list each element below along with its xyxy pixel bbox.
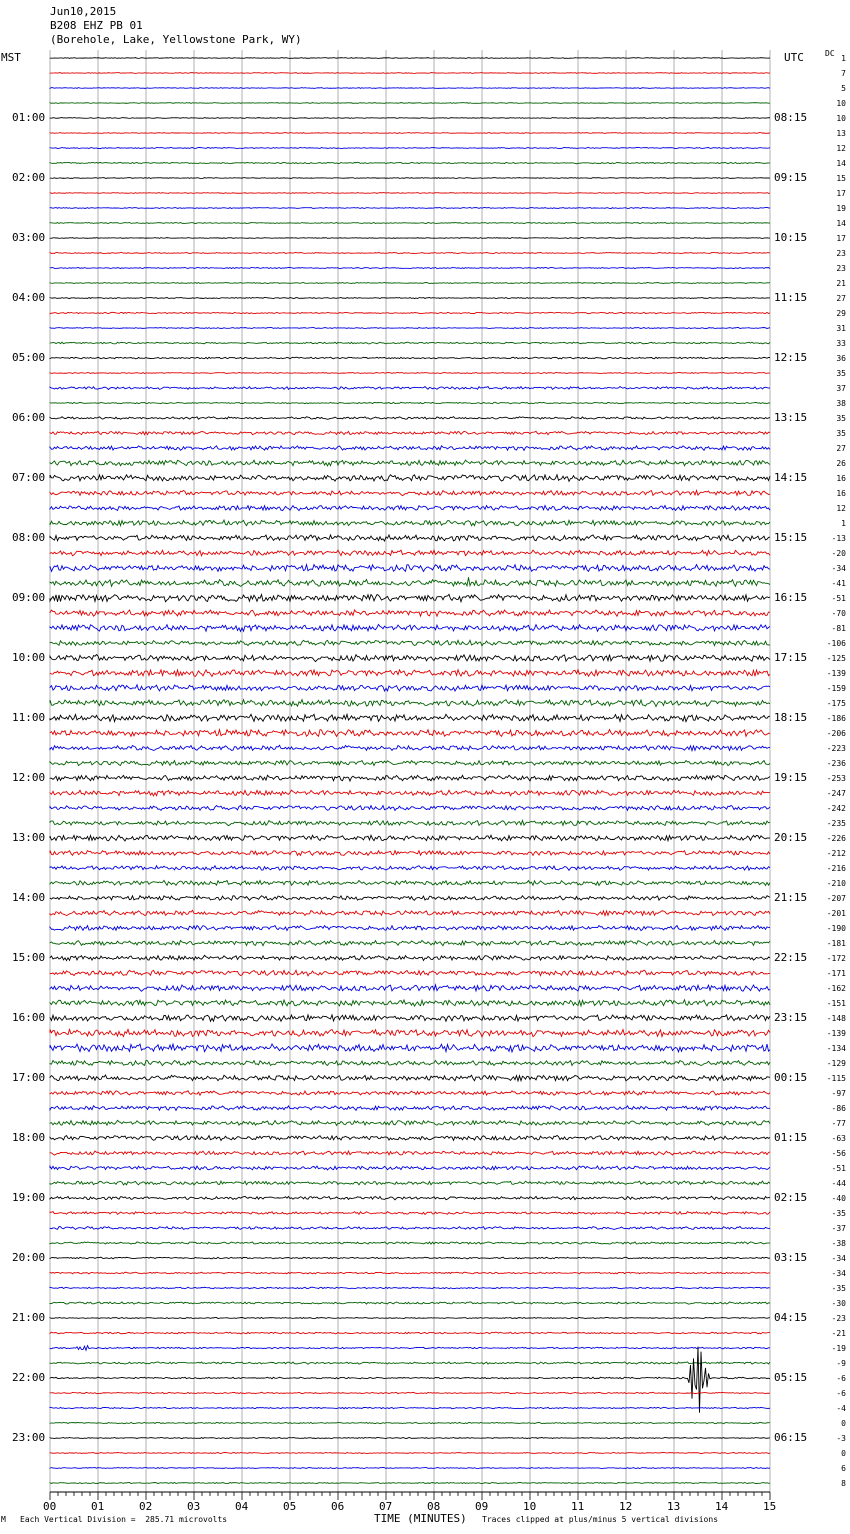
seismic-trace <box>50 58 770 59</box>
seismic-trace <box>50 103 770 104</box>
x-axis <box>50 1492 770 1500</box>
right-hour-label: 11:15 <box>774 291 808 304</box>
seismic-trace <box>50 1151 770 1155</box>
dc-offset-value: -23 <box>831 1314 846 1323</box>
dc-offset-value: -148 <box>826 1014 846 1023</box>
dc-offset-value: 13 <box>836 129 846 138</box>
dc-offset-value: -151 <box>826 999 846 1008</box>
right-hour-label: 18:15 <box>774 711 808 724</box>
seismic-trace <box>50 252 770 253</box>
seismic-trace <box>50 506 770 511</box>
seismic-trace <box>50 926 770 931</box>
right-hour-label: 22:15 <box>774 951 808 964</box>
seismic-trace <box>50 372 770 373</box>
left-timezone: MST <box>1 51 21 64</box>
dc-offset-value: -236 <box>826 759 846 768</box>
seismic-trace <box>50 327 770 328</box>
trace-group <box>50 58 770 1484</box>
dc-offset-value: -6 <box>836 1389 846 1398</box>
x-tick-label: 09 <box>475 1500 489 1513</box>
x-tick-label: 01 <box>91 1500 105 1513</box>
seismic-trace <box>50 535 770 541</box>
right-hour-label: 13:15 <box>774 411 808 424</box>
right-hour-label: 02:15 <box>774 1191 808 1204</box>
seismic-trace <box>50 624 770 631</box>
dc-offset-value: 10 <box>836 114 846 123</box>
seismic-trace <box>50 1135 770 1140</box>
dc-offset-value: -139 <box>826 669 846 678</box>
x-tick-label: 06 <box>331 1500 345 1513</box>
dc-offset-value: -226 <box>826 834 846 843</box>
seismic-trace <box>50 1317 770 1318</box>
dc-offset-value: -35 <box>831 1284 846 1293</box>
seismic-trace <box>50 417 770 420</box>
left-hour-label: 09:00 <box>12 591 46 604</box>
x-tick-label: 13 <box>667 1500 681 1513</box>
seismic-trace <box>50 820 770 825</box>
dc-offset-value: -206 <box>826 729 846 738</box>
seismic-trace <box>50 1044 770 1052</box>
dc-offset-value: -13 <box>831 534 846 543</box>
x-tick-label: 05 <box>283 1500 297 1513</box>
seismic-trace <box>50 118 770 119</box>
x-tick-label: 12 <box>619 1500 633 1513</box>
seismic-trace <box>50 1362 770 1364</box>
seismic-trace <box>50 985 770 991</box>
seismic-trace <box>50 610 770 616</box>
seismic-trace <box>50 910 770 915</box>
left-hour-label: 22:00 <box>12 1371 46 1384</box>
dc-offset-value: -129 <box>826 1059 846 1068</box>
dc-offset-value: -125 <box>826 654 846 663</box>
dc-header: DC <box>825 49 835 58</box>
dc-offset-value: 29 <box>836 309 846 318</box>
seismic-trace <box>50 640 770 645</box>
seismic-trace <box>50 1332 770 1334</box>
seismic-trace <box>50 577 770 586</box>
seismic-trace <box>50 565 770 572</box>
seismic-trace <box>50 866 770 871</box>
seismic-trace <box>50 550 770 556</box>
dc-offset-value: -70 <box>831 609 846 618</box>
dc-offset-value: -207 <box>826 894 846 903</box>
station-location: (Borehole, Lake, Yellowstone Park, WY) <box>50 33 302 46</box>
seismic-trace <box>50 342 770 344</box>
right-hour-label: 14:15 <box>774 471 808 484</box>
dc-offset-value: -35 <box>831 1209 846 1218</box>
seismic-trace <box>50 805 770 810</box>
footer-mark: M <box>1 1515 6 1524</box>
dc-offset-value: 1 <box>841 519 846 528</box>
dc-offset-value: -181 <box>826 939 846 948</box>
x-tick-label: 04 <box>235 1500 249 1513</box>
dc-offset-value: 31 <box>836 324 846 333</box>
seismic-trace <box>50 1000 770 1006</box>
seismic-trace <box>50 312 770 313</box>
dc-offset-value: 26 <box>836 459 846 468</box>
seismic-trace <box>50 475 770 482</box>
seismic-trace <box>50 670 770 677</box>
dc-offset-value: -190 <box>826 924 846 933</box>
seismic-trace <box>50 1452 770 1453</box>
right-hour-label: 19:15 <box>774 771 808 784</box>
seismic-trace <box>50 1467 770 1468</box>
dc-offset-value: -41 <box>831 579 846 588</box>
scale-note: Each Vertical Division = 285.71 microvolts <box>20 1515 228 1524</box>
seismic-trace <box>50 685 770 691</box>
x-tick-label: 07 <box>379 1500 393 1513</box>
right-hour-label: 06:15 <box>774 1431 808 1444</box>
left-hour-label: 20:00 <box>12 1251 46 1264</box>
seismic-trace <box>50 730 770 737</box>
dc-offset-value: -34 <box>831 1269 846 1278</box>
right-hour-label: 08:15 <box>774 111 808 124</box>
dc-offset-value: -223 <box>826 744 846 753</box>
dc-offset-value: 21 <box>836 279 846 288</box>
dc-offset-value: 15 <box>836 174 846 183</box>
right-hour-label: 16:15 <box>774 591 808 604</box>
right-hour-label: 15:15 <box>774 531 808 544</box>
dc-offset-value: 23 <box>836 249 846 258</box>
dc-offset-value: -3 <box>836 1434 846 1443</box>
left-hour-label: 01:00 <box>12 111 46 124</box>
dc-offset-value: -216 <box>826 864 846 873</box>
dc-offset-value: -34 <box>831 564 846 573</box>
seismic-trace <box>50 207 770 208</box>
dc-offset-value: -139 <box>826 1029 846 1038</box>
dc-offset-value: -34 <box>831 1254 846 1263</box>
seismic-trace <box>50 1407 770 1408</box>
seismic-trace <box>50 1347 770 1413</box>
right-hour-label: 12:15 <box>774 351 808 364</box>
seismic-trace <box>50 835 770 841</box>
seismic-trace <box>50 1120 770 1125</box>
dc-offset-value: -247 <box>826 789 846 798</box>
dc-offset-value: 12 <box>836 144 846 153</box>
left-hour-label: 06:00 <box>12 411 46 424</box>
dc-offset-value: -175 <box>826 699 846 708</box>
seismic-trace <box>50 955 770 960</box>
right-hour-label: 03:15 <box>774 1251 808 1264</box>
x-tick-label: 08 <box>427 1500 441 1513</box>
seismic-trace <box>50 790 770 796</box>
seismic-trace <box>50 1302 770 1304</box>
seismic-trace <box>50 178 770 179</box>
right-timezone: UTC <box>784 51 804 64</box>
dc-offset-value: -106 <box>826 639 846 648</box>
station-code: B208 EHZ PB 01 <box>50 19 143 32</box>
record-date: Jun10,2015 <box>50 5 117 18</box>
seismic-trace <box>50 1029 770 1036</box>
seismic-trace <box>50 520 770 526</box>
dc-offset-value: -37 <box>831 1224 846 1233</box>
x-tick-label: 10 <box>523 1500 537 1513</box>
dc-offset-value: -63 <box>831 1134 846 1143</box>
dc-offset-value: -19 <box>831 1344 846 1353</box>
dc-offset-value: 17 <box>836 234 846 243</box>
dc-offset-value: 27 <box>836 444 846 453</box>
seismic-trace <box>50 1106 770 1111</box>
dc-offset-value: 23 <box>836 264 846 273</box>
seismic-trace <box>50 282 770 283</box>
seismic-trace <box>50 162 770 163</box>
dc-offset-value: -235 <box>826 819 846 828</box>
dc-offset-value: -51 <box>831 1164 846 1173</box>
dc-offset-value: 35 <box>836 429 846 438</box>
left-hour-label: 03:00 <box>12 231 46 244</box>
seismic-trace <box>50 655 770 662</box>
seismic-trace <box>50 1287 770 1289</box>
dc-offset-value: 0 <box>841 1449 846 1458</box>
right-hour-label: 10:15 <box>774 231 808 244</box>
dc-offset-value: 12 <box>836 504 846 513</box>
dc-offset-value: -9 <box>836 1359 846 1368</box>
seismic-trace <box>50 267 770 268</box>
seismic-trace <box>50 880 770 885</box>
seismic-trace <box>50 1392 770 1393</box>
seismic-trace <box>50 73 770 74</box>
left-hour-label: 10:00 <box>12 651 46 664</box>
dc-offset-value: 0 <box>841 1419 846 1428</box>
left-hour-label: 04:00 <box>12 291 46 304</box>
x-tick-label: 15 <box>763 1500 777 1513</box>
dc-offset-value: -172 <box>826 954 846 963</box>
seismic-trace <box>50 1212 770 1215</box>
dc-offset-value: -134 <box>826 1044 846 1053</box>
seismic-trace <box>50 1091 770 1096</box>
left-hour-label: 15:00 <box>12 951 46 964</box>
seismic-trace <box>50 1015 770 1021</box>
dc-offset-value: 27 <box>836 294 846 303</box>
x-tick-label: 00 <box>43 1500 57 1513</box>
dc-offset-value: -253 <box>826 774 846 783</box>
dc-offset-value: 36 <box>836 354 846 363</box>
dc-offset-value: -4 <box>836 1404 846 1413</box>
dc-offset-value: -162 <box>826 984 846 993</box>
dc-offset-value: -6 <box>836 1374 846 1383</box>
right-hour-label: 01:15 <box>774 1131 808 1144</box>
dc-offset-value: 16 <box>836 489 846 498</box>
left-hour-label: 19:00 <box>12 1191 46 1204</box>
seismic-trace <box>50 133 770 134</box>
seismic-trace <box>50 297 770 298</box>
dc-offset-value: 17 <box>836 189 846 198</box>
dc-offset-value: 37 <box>836 384 846 393</box>
left-hour-label: 12:00 <box>12 771 46 784</box>
dc-offset-value: -21 <box>831 1329 846 1338</box>
dc-offset-value: 19 <box>836 204 846 213</box>
left-hour-label: 18:00 <box>12 1131 46 1144</box>
seismic-trace <box>50 431 770 434</box>
seismic-trace <box>50 1437 770 1438</box>
x-tick-label: 02 <box>139 1500 153 1513</box>
dc-offset-value: -81 <box>831 624 846 633</box>
dc-offset-value: 33 <box>836 339 846 348</box>
seismic-trace <box>50 238 770 239</box>
dc-offset-value: -242 <box>826 804 846 813</box>
left-hour-label: 11:00 <box>12 711 46 724</box>
dc-offset-value: -210 <box>826 879 846 888</box>
seismic-trace <box>50 941 770 946</box>
dc-offset-value: -51 <box>831 594 846 603</box>
dc-offset-value: -171 <box>826 969 846 978</box>
dc-offset-value: -201 <box>826 909 846 918</box>
seismic-trace <box>50 1242 770 1244</box>
dc-offset-value: 10 <box>836 99 846 108</box>
right-hour-label: 09:15 <box>774 171 808 184</box>
dc-offset-value: -56 <box>831 1149 846 1158</box>
seismic-trace <box>50 88 770 89</box>
seismic-trace <box>50 402 770 403</box>
dc-offset-value: -97 <box>831 1089 846 1098</box>
seismic-trace <box>50 1346 770 1351</box>
dc-offset-value: -86 <box>831 1104 846 1113</box>
dc-offset-value: 35 <box>836 414 846 423</box>
dc-offset-value: -38 <box>831 1239 846 1248</box>
right-hour-label: 23:15 <box>774 1011 808 1024</box>
seismic-trace <box>50 1181 770 1185</box>
seismic-trace <box>50 1075 770 1081</box>
left-hour-label: 16:00 <box>12 1011 46 1024</box>
seismic-trace <box>50 1196 770 1199</box>
seismic-trace <box>50 714 770 721</box>
right-hour-label: 21:15 <box>774 891 808 904</box>
x-tick-label: 14 <box>715 1500 729 1513</box>
x-tick-label: 11 <box>571 1500 585 1513</box>
right-hour-label: 00:15 <box>774 1071 808 1084</box>
dc-offset-value: -30 <box>831 1299 846 1308</box>
seismic-trace <box>50 446 770 451</box>
right-hour-label: 20:15 <box>774 831 808 844</box>
dc-offset-value: 7 <box>841 69 846 78</box>
left-hour-label: 13:00 <box>12 831 46 844</box>
left-hour-label: 07:00 <box>12 471 46 484</box>
right-hour-label: 05:15 <box>774 1371 808 1384</box>
seismic-trace <box>50 761 770 766</box>
dc-offset-value: -20 <box>831 549 846 558</box>
dc-offset-value: 8 <box>841 1479 846 1488</box>
dc-offset-value: -212 <box>826 849 846 858</box>
seismic-trace <box>50 147 770 148</box>
seismic-trace <box>50 193 770 194</box>
seismic-trace <box>50 1422 770 1423</box>
x-tick-label: 03 <box>187 1500 201 1513</box>
seismic-trace <box>50 460 770 466</box>
dc-offset-value: 1 <box>841 54 846 63</box>
dc-offset-value: 38 <box>836 399 846 408</box>
seismic-trace <box>50 1227 770 1230</box>
seismic-trace <box>50 1272 770 1274</box>
right-hour-label: 17:15 <box>774 651 808 664</box>
dc-offset-value: -77 <box>831 1119 846 1128</box>
dc-offset-value: -44 <box>831 1179 846 1188</box>
dc-offset-value: -115 <box>826 1074 846 1083</box>
dc-offset-value: 14 <box>836 159 846 168</box>
dc-offset-value: 35 <box>836 369 846 378</box>
seismic-trace <box>50 1166 770 1170</box>
x-axis-title: TIME (MINUTES) <box>374 1512 467 1525</box>
dc-offset-value: -40 <box>831 1194 846 1203</box>
seismic-trace <box>50 357 770 359</box>
left-hour-label: 05:00 <box>12 351 46 364</box>
seismic-trace <box>50 594 770 601</box>
seismic-trace <box>50 222 770 223</box>
dc-offset-value: -186 <box>826 714 846 723</box>
left-hour-label: 23:00 <box>12 1431 46 1444</box>
seismic-trace <box>50 745 770 750</box>
minute-gridlines <box>50 50 770 1492</box>
clip-note: Traces clipped at plus/minus 5 vertical divisions <box>482 1515 719 1524</box>
seismic-trace <box>50 387 770 390</box>
left-hour-label: 17:00 <box>12 1071 46 1084</box>
seismic-trace <box>50 1060 770 1065</box>
left-hour-label: 02:00 <box>12 171 46 184</box>
seismic-trace <box>50 970 770 976</box>
seismic-trace <box>50 850 770 855</box>
left-hour-label: 21:00 <box>12 1311 46 1324</box>
dc-offset-value: 5 <box>841 84 846 93</box>
right-hour-label: 04:15 <box>774 1311 808 1324</box>
dc-offset-value: -159 <box>826 684 846 693</box>
seismic-trace <box>50 896 770 901</box>
left-hour-label: 14:00 <box>12 891 46 904</box>
seismic-trace <box>50 1257 770 1259</box>
seismic-trace <box>50 1482 770 1483</box>
dc-offset-value: 16 <box>836 474 846 483</box>
dc-offset-value: 6 <box>841 1464 846 1473</box>
dc-offset-value: 14 <box>836 219 846 228</box>
left-hour-label: 08:00 <box>12 531 46 544</box>
seismic-trace <box>50 775 770 781</box>
seismic-trace <box>50 700 770 707</box>
seismic-trace <box>50 490 770 495</box>
